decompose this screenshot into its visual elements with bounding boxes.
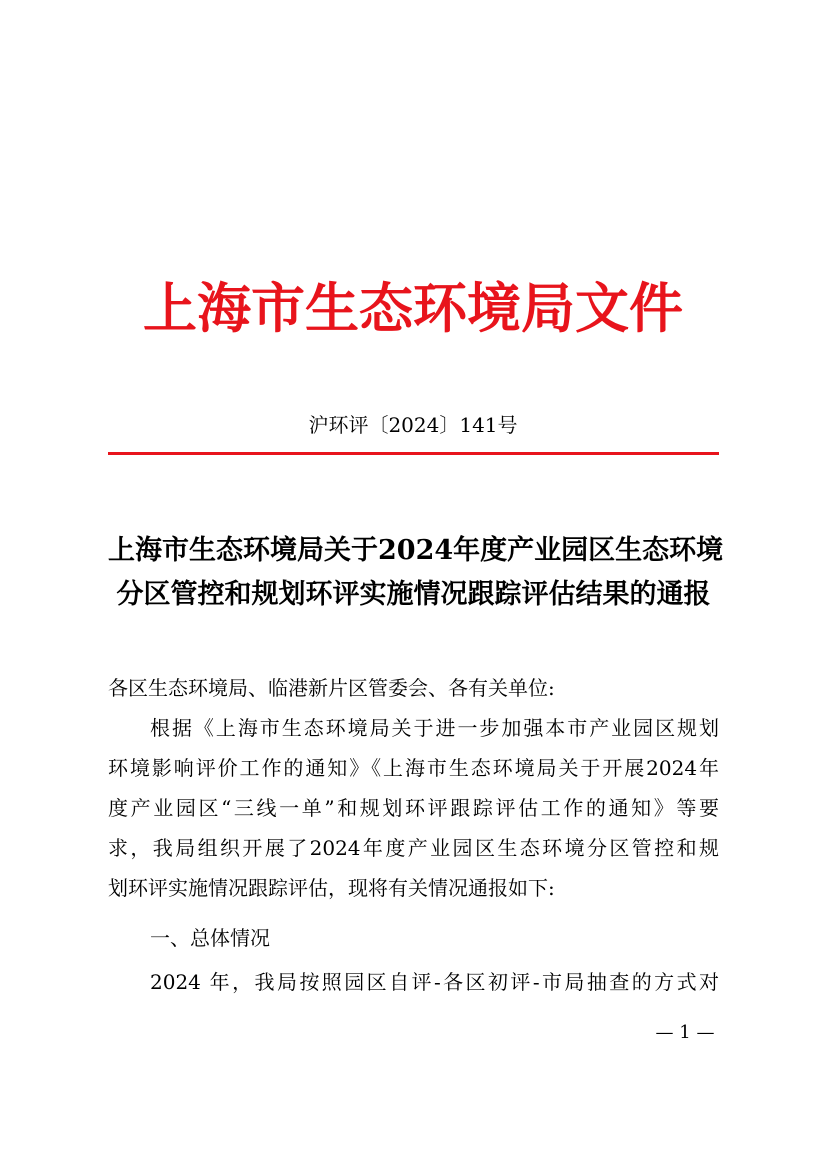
document-number: 沪环评〔2024〕141号: [308, 413, 518, 437]
notice-title-line-2: 分区管控和规划环评实施情况跟踪评估结果的通报: [116, 579, 711, 610]
paragraph-1-line-2: 环境影响评价工作的通知》《上海市生态环境局关于开展2024年: [108, 756, 719, 780]
issuing-authority-title: 上海市生态环境局文件: [143, 276, 683, 340]
red-divider-rule: [108, 452, 719, 455]
notice-title-line-1: 上海市生态环境局关于2024年度产业园区生态环境: [108, 535, 724, 566]
page-number: — 1 —: [655, 1022, 715, 1043]
paragraph-1-line-4: 求，我局组织开展了2024年度产业园区生态环境分区管控和规: [108, 836, 719, 860]
addressee-line: 各区生态环境局、临港新片区管委会、各有关单位:: [108, 676, 555, 700]
paragraph-1-line-3: 度产业园区“三线一单”和规划环评跟踪评估工作的通知》等要: [108, 796, 719, 820]
section-heading-overview: 一、总体情况: [150, 926, 270, 950]
paragraph-2-line-1: 2024 年，我局按照园区自评-各区初评-市局抽查的方式对: [150, 970, 719, 994]
paragraph-1-line-1: 根据《上海市生态环境局关于进一步加强本市产业园区规划: [150, 716, 719, 740]
notice-title: [108, 529, 724, 617]
paragraph-1-line-5: 划环评实施情况跟踪评估，现将有关情况通报如下:: [108, 876, 555, 900]
